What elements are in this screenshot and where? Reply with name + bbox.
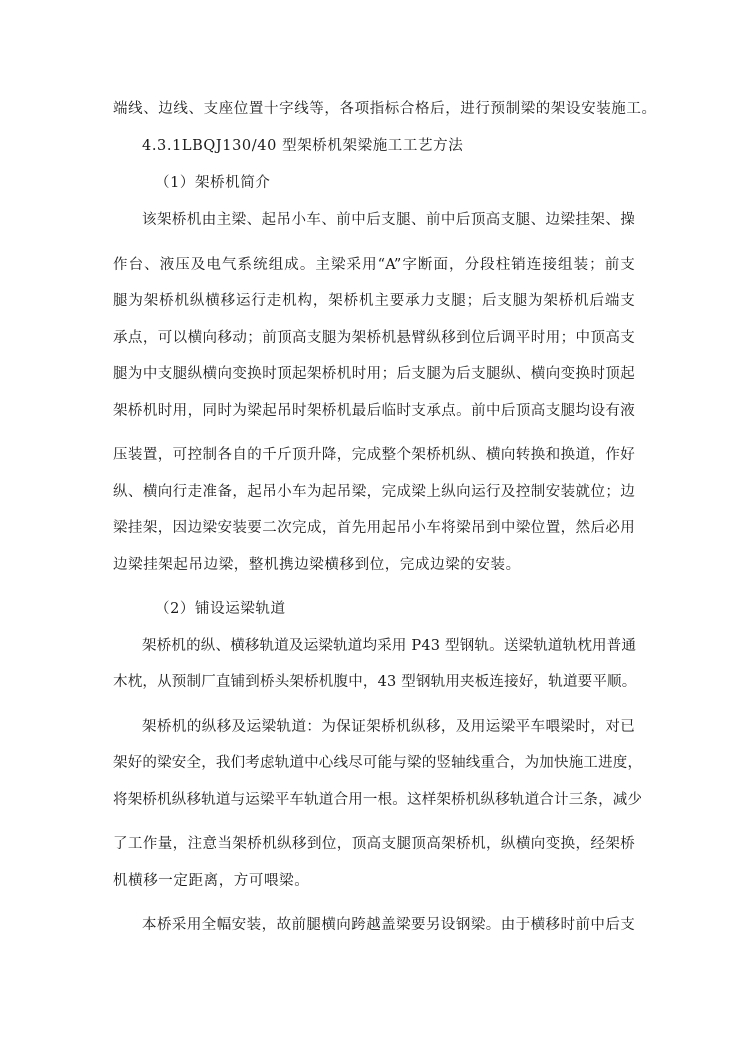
text-line: 端线、边线、支座位置十字线等，各项指标合格后，进行预制梁的架设安装施工。 (113, 101, 657, 117)
paragraph-line: 架桥机的纵移及运梁轨道：为保证架桥机纵移，及用运梁平车喂梁时，对已 (142, 719, 635, 735)
paragraph-line: 边梁挂架起吊边梁，整机携边梁横移到位，完成边梁的安装。 (113, 557, 521, 573)
paragraph-line: 承点，可以横向移动；前顶高支腿为架桥机悬臂纵移到位后调平时用；中顶高支 (113, 330, 635, 346)
paragraph-line: 作台、液压及电气系统组成。主梁采用“A”字断面，分段柱销连接组装；前支 (113, 257, 635, 273)
paragraph-line: 腿为架桥机纵横移运行走机构，架桥机主要承力支腿；后支腿为架桥机后端支 (113, 293, 635, 309)
paragraph-line: 腿为中支腿纵横向变换时顶起架桥机时用；后支腿为后支腿纵、横向变换时顶起 (113, 366, 635, 382)
paragraph-line: 将架桥机纵移轨道与运梁平车轨道合用一根。这样架桥机纵移轨道合计三条，减少 (113, 792, 643, 808)
paragraph-line: 了工作量，注意当架桥机纵移到位，顶高支腿顶高架桥机，纵横向变换，经架桥 (113, 836, 635, 852)
paragraph-line: 本桥采用全幅安装，故前腿横向跨越盖梁要另设钢梁。由于横移时前中后支 (142, 917, 635, 933)
paragraph-line: 木枕，从预制厂直铺到桥头架桥机腹中，43 型钢轨用夹板连接好，轨道要平顺。 (113, 674, 637, 690)
paragraph-line: 架好的梁安全，我们考虑轨道中心线尽可能与梁的竖轴线重合，为加快施工进度， (113, 755, 643, 771)
paragraph-line: 纵、横向行走准备，起吊小车为起吊梁，完成梁上纵向运行及控制安装就位；边 (113, 484, 635, 500)
paragraph-line: 压装置，可控制各自的千斤顶升降，完成整个架桥机纵、横向转换和换道，作好 (113, 447, 635, 463)
section-heading: 4.3.1LBQJ130/40 型架桥机架梁施工工艺方法 (142, 138, 464, 154)
paragraph-line: 该架桥机由主梁、起吊小车、前中后支腿、前中后顶高支腿、边梁挂架、操 (142, 212, 635, 228)
paragraph-line: 架桥机的纵、横移轨道及运梁轨道均采用 P43 型钢轨。送梁轨道轨枕用普通 (142, 638, 637, 654)
paragraph-line: 机横移一定距离，方可喂梁。 (113, 873, 310, 889)
subsection-heading: （1）架桥机简介 (155, 175, 271, 191)
paragraph-line: 梁挂架，因边梁安装要二次完成，首先用起吊小车将梁吊到中梁位置，然后必用 (113, 520, 635, 536)
subsection-heading: （2）铺设运梁轨道 (155, 601, 286, 617)
paragraph-line: 架桥机时用，同时为梁起吊时架桥机最后临时支承点。前中后顶高支腿均设有液 (113, 403, 635, 419)
